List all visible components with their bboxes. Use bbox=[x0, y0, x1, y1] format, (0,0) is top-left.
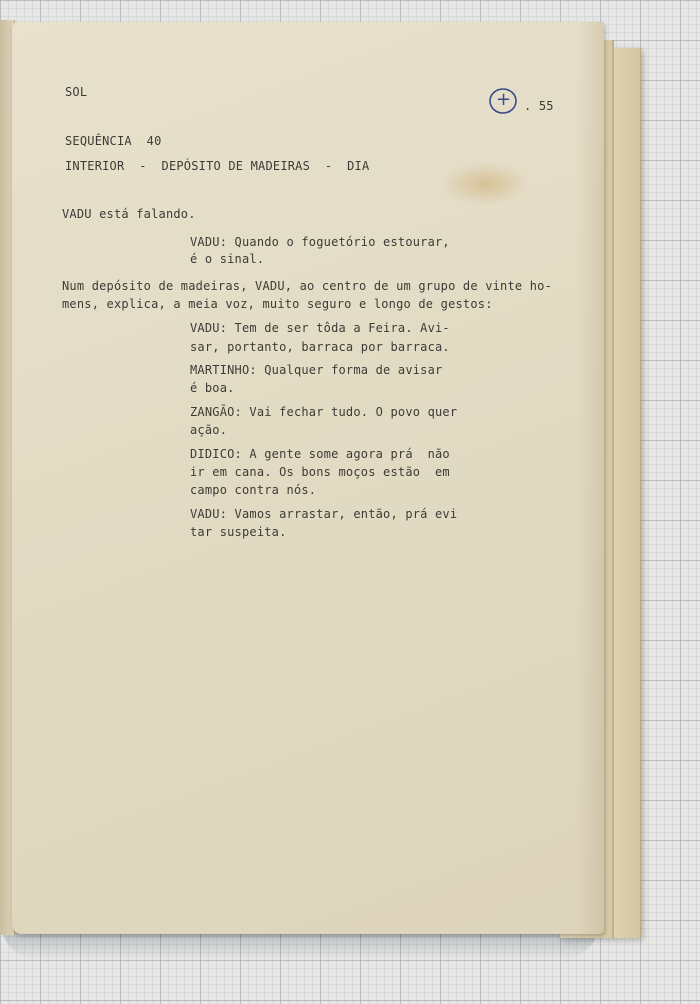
dialogue-line: VADU: Tem de ser tôda a Feira. Avi- bbox=[190, 321, 450, 335]
dialogue-line: VADU: Vamos arrastar, então, prá evi bbox=[190, 507, 458, 521]
circled-plus-mark bbox=[488, 86, 518, 116]
action-line: mens, explica, a meia voz, muito seguro e longo de gestos: bbox=[62, 297, 493, 311]
circled-mark-symbol: + bbox=[496, 89, 512, 110]
action-line: Num depósito de madeiras, VADU, ao centro de um grupo de vinte ho- bbox=[62, 279, 553, 293]
page-number: . 55 bbox=[524, 99, 554, 113]
dialogue-line: ir em cana. Os bons moços estão em bbox=[190, 465, 450, 479]
dialogue-line: ação. bbox=[190, 423, 228, 437]
dialogue-line: sar, portanto, barraca por barraca. bbox=[190, 340, 450, 354]
document-page bbox=[12, 22, 604, 934]
dialogue-line: campo contra nós. bbox=[190, 483, 317, 497]
dialogue-line: ZANGÃO: Vai fechar tudo. O povo quer bbox=[190, 405, 458, 419]
dialogue-line: é o sinal. bbox=[190, 252, 265, 266]
header-left: SOL bbox=[65, 85, 88, 99]
action-line: VADU está falando. bbox=[62, 207, 196, 221]
sequence-heading: SEQUÊNCIA 40 bbox=[65, 134, 162, 148]
dialogue-line: MARTINHO: Qualquer forma de avisar bbox=[190, 363, 443, 377]
scene-heading: INTERIOR - DEPÓSITO DE MADEIRAS - DIA bbox=[65, 159, 370, 173]
paper-stain bbox=[440, 162, 530, 206]
dialogue-line: é boa. bbox=[190, 381, 235, 395]
dialogue-line: tar suspeita. bbox=[190, 525, 287, 539]
dialogue-line: DIDICO: A gente some agora prá não bbox=[190, 447, 450, 461]
dialogue-line: VADU: Quando o foguetório estourar, bbox=[190, 235, 450, 249]
